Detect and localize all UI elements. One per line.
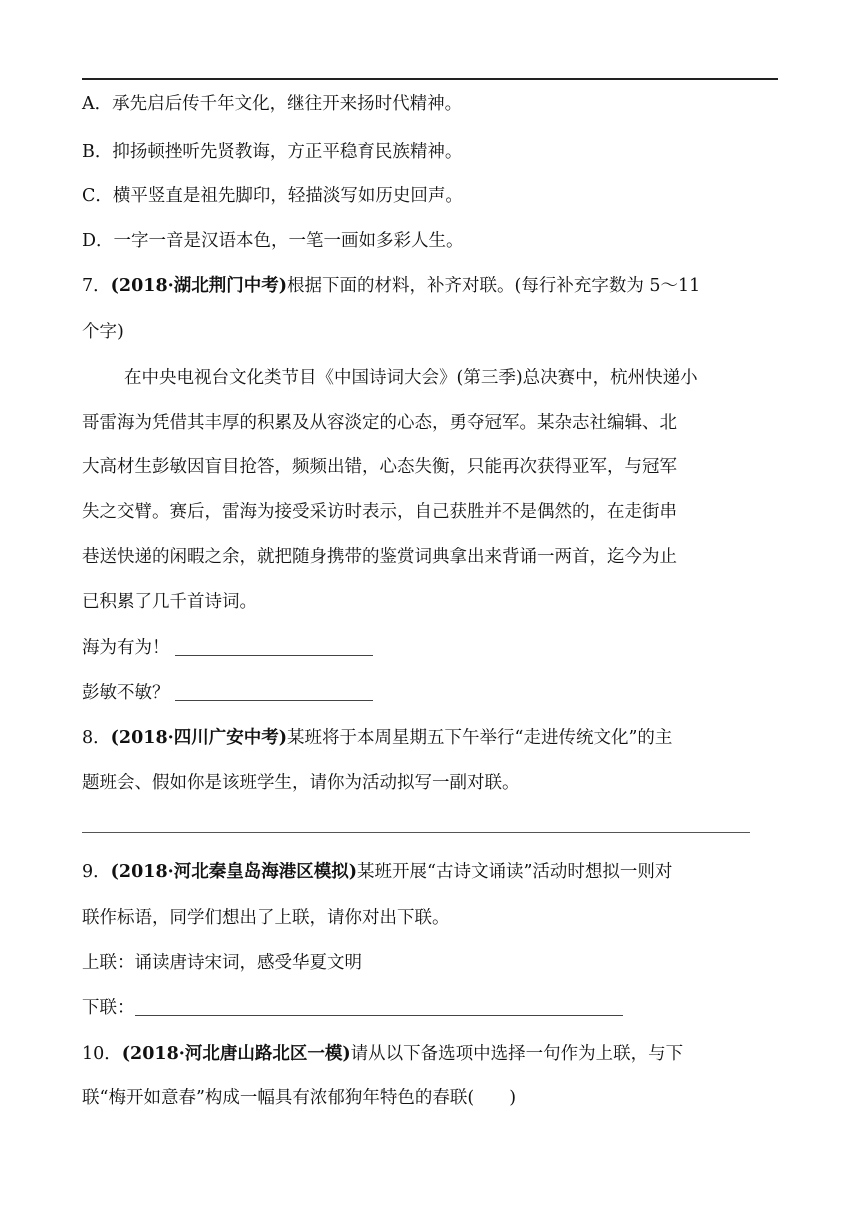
option-b: [82, 140, 782, 164]
passage-line: 大高材生彭敏因盲目抢答，频频出错，心态失衡，只能再次获得亚军，与冠军: [82, 457, 677, 477]
upper-couplet: 上联：诵读唐诗宋词，感受华夏文明: [82, 953, 362, 973]
question-source: (2018·湖北荆门中考): [110, 276, 287, 296]
couplet-line-1: [82, 636, 782, 660]
question-number: 10．: [82, 1044, 122, 1064]
option-letter: C．: [82, 186, 113, 206]
question-text: 个字): [82, 322, 124, 342]
option-text: 横平竖直是祖先脚印，轻描淡写如历史回声。: [112, 186, 463, 206]
question-10-line1: [82, 1042, 782, 1066]
question-text: 联“梅开如意春”构成一幅具有浓郁狗年特色的春联( ): [82, 1088, 517, 1108]
question-8-line1: [82, 726, 782, 750]
passage-line: 巷送快递的闲暇之余，就把随身携带的鉴赏词典拿出来背诵一两首，迄今为止: [82, 547, 677, 567]
question-text: 根据下面的材料，补齐对联。(每行补充字数为 5～11: [287, 276, 701, 296]
question-text: 某班开展“古诗文诵读”活动时想拟一则对: [357, 862, 673, 882]
lower-couplet-label: 下联：: [82, 998, 135, 1018]
question-source: (2018·河北秦皇岛海港区模拟): [110, 862, 357, 882]
question-number: 9．: [82, 862, 111, 882]
passage-line: 哥雷海为凭借其丰厚的积累及从容淡定的心态，勇夺冠军。某杂志社编辑、北: [82, 413, 677, 433]
option-text: 一字一音是汉语本色，一笔一画如多彩人生。: [113, 231, 464, 251]
option-a: [82, 92, 782, 116]
question-number: 8．: [82, 728, 111, 748]
question-8-line2: [82, 771, 782, 795]
couplet-prompt: 海为有为！: [82, 638, 170, 658]
lower-couplet: [82, 996, 782, 1020]
passage-line: 已积累了几千首诗词。: [82, 592, 257, 612]
question-text: 题班会、假如你是该班学生，请你为活动拟写一副对联。: [82, 773, 520, 793]
passage-line: 失之交臂。赛后，雷海为接受采访时表示，自己获胜并不是偶然的，在走街串: [82, 502, 677, 522]
question-text: 请从以下备选项中选择一句作为上联，与下: [350, 1044, 684, 1064]
question-7-line2: [82, 320, 782, 344]
answer-blank[interactable]: [175, 637, 373, 656]
question-text: 某班将于本周星期五下午举行“走进传统文化”的主: [287, 728, 673, 748]
option-d: [82, 229, 782, 253]
header-rule: [82, 78, 778, 80]
question-9-line1: [82, 860, 782, 884]
answer-blank[interactable]: [175, 682, 373, 701]
passage-line: 在中央电视台文化类节目《中国诗词大会》(第三季)总决赛中，杭州快递小: [124, 368, 698, 388]
couplet-prompt: 彭敏不敏？: [82, 683, 170, 703]
option-text: 承先启后传千年文化，继往开来扬时代精神。: [112, 94, 463, 114]
question-source: (2018·河北唐山路北区一模): [121, 1044, 351, 1064]
question-9-line2: [82, 906, 782, 930]
answer-blank[interactable]: [135, 997, 623, 1016]
couplet-line-2: [82, 681, 782, 705]
question-source: (2018·四川广安中考): [110, 728, 287, 748]
option-letter: B．: [82, 142, 113, 162]
question-number: 7．: [82, 276, 111, 296]
question-7-line1: [82, 274, 782, 298]
option-letter: D．: [82, 231, 114, 251]
option-letter: A．: [82, 94, 113, 114]
question-10-line2: [82, 1086, 782, 1110]
option-text: 抑扬顿挫听先贤教诲，方正平稳育民族精神。: [112, 142, 463, 162]
option-c: [82, 184, 782, 208]
question-text: 联作标语，同学们想出了上联，请你对出下联。: [82, 908, 450, 928]
answer-line[interactable]: [82, 832, 750, 833]
